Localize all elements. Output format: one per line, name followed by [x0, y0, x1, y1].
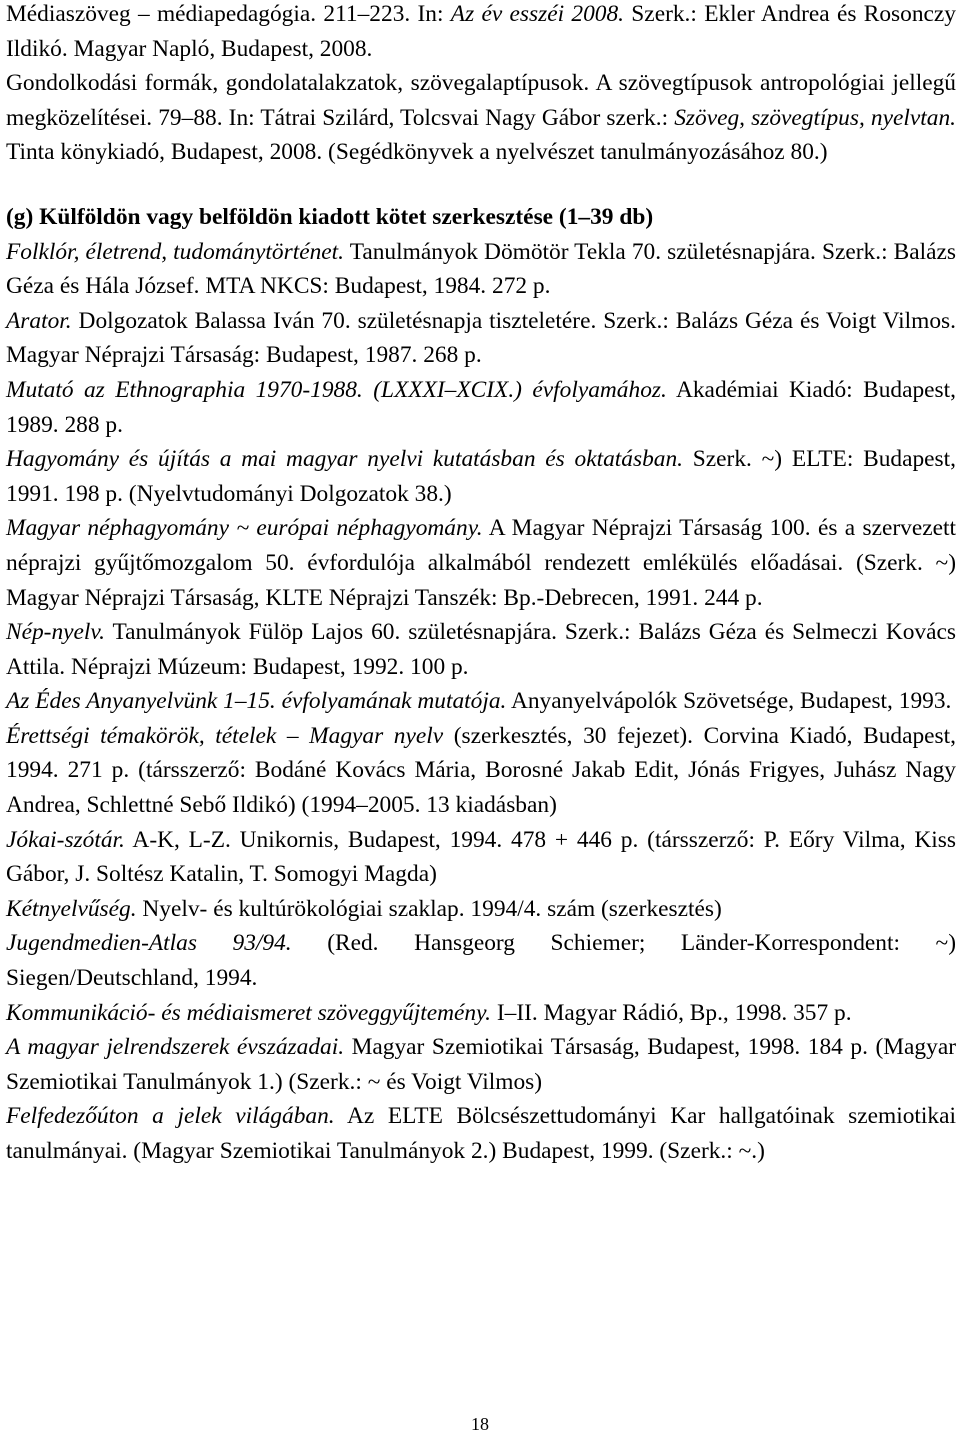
entry-text: Dolgozatok Balassa Iván 70. születésnapja tiszteletére. Szerk.: Balázs Géza és Voigt Vilmos. Magyar Néprajzi Társaság: Budapest, 1987. 268 p. [6, 307, 956, 369]
bibliography-entry [6, 926, 956, 995]
entry-title: Hagyomány és újítás a mai magyar nyelvi kutatásban és oktatásban. [6, 446, 684, 473]
bibliography-entry [6, 719, 956, 823]
bibliography-entry [6, 1030, 956, 1099]
entry-title: Szöveg, szövegtípus, nyelvtan. [674, 104, 957, 131]
bibliography-entry [6, 511, 956, 615]
entry-text: Nyelv- és kultúrökológiai szaklap. 1994/4. szám (szerkesztés) [136, 895, 722, 922]
entry-title: Magyar néphagyomány ~ európai néphagyomány. [6, 515, 483, 542]
entry-text: Az ELTE Bölcsészettudományi Kar hallgatóinak szemiotikai tanulmányai. (Magyar Szemiotikai Tanulmányok 2.) Budapest, 1999. (Szerk.: ~.) [6, 1103, 956, 1164]
entry-title: Érettségi témakörök, tételek – Magyar nyelv [6, 722, 444, 749]
entry-text: A Magyar Néprajzi Társaság 100. és a szervezett néprajzi gyűjtőmozgalom 50. évfordulója alkalmából rendezett emlékülés előadásai. (Szerk. ~) Magyar Néprajzi Társaság, KLTE Néprajzi Tanszék: Bp.-Debrecen, 1991. 244 p. [6, 515, 956, 611]
entry-title: Az év esszéi 2008. [450, 1, 625, 27]
bibliography-entry [6, 996, 956, 1031]
bibliography-entry [6, 1099, 956, 1168]
entry-text: Tanulmányok Fülöp Lajos 60. születésnapjára. Szerk.: Balázs Géza és Selmeczi Kovács Attila. Néprajzi Múzeum: Budapest, 1992. 100 p. [6, 619, 956, 680]
entry-text: (szerkesztés, 30 fejezet). Corvina Kiadó, Budapest, 1994. 271 p. (társszerző: Bodáné Kovács Mária, Borosné Jakab Edit, Jónás Frigyes, Juhász Nagy Andrea, Schlettné Sebő Ildikó) (1994–2005. 13 kiadásban) [6, 722, 956, 819]
entry-text: Médiaszöveg – médiapedagógia. 211–223. In: [6, 1, 451, 27]
entry-text: Magyar Szemiotikai Társaság, Budapest, 1998. 184 p. (Magyar Szemiotikai Tanulmányok 1.) (Szerk.: ~ és Voigt Vilmos) [6, 1034, 956, 1095]
entry-title: Jugendmedien-Atlas 93/94. [6, 930, 292, 957]
bibliography-entry [6, 304, 956, 373]
entry-text: Akadémiai Kiadó: Budapest, 1989. 288 p. [6, 376, 956, 438]
entry-text: Gondolkodási formák, gondolatalakzatok, szövegalaptípusok. A szövegtípusok antropológiai jellegű megközelítései. 79–88. In: Tátrai Szilárd, Tolcsvai Nagy Gábor szerk.: [6, 70, 956, 131]
section-heading: (g) Külföldön vagy belföldön kiadott kötet szerkesztése (1–39 db) [6, 203, 654, 230]
bibliography-entry [6, 0, 956, 66]
entry-title: Nép-nyelv. [6, 619, 105, 646]
entry-title: Mutató az Ethnographia 1970-1988. (LXXXI–XCIX.) évfolyamához. [6, 376, 667, 403]
bibliography-list-continued [6, 0, 956, 170]
bibliography-entry [6, 684, 956, 719]
entry-title: Kommunikáció- és médiaismeret szöveggyűjtemény. [6, 999, 492, 1026]
page-number: 18 [471, 1414, 489, 1434]
bibliography-entry [6, 66, 956, 170]
entry-text: Szerk.: Ekler Andrea és Rosonczy Ildikó. Magyar Napló, Budapest, 2008. [6, 1, 956, 62]
entry-title: Arator. [6, 307, 72, 334]
entry-title: Folklór, életrend, tudománytörténet. [6, 238, 345, 265]
entry-title: Kétnyelvűség. [6, 895, 137, 922]
bibliography-list [6, 235, 956, 1169]
entry-title: Felfedezőúton a jelek világában. [6, 1103, 335, 1130]
entry-text: (Red. Hansgeorg Schiemer; Länder-Korrespondent: ~) Siegen/Deutschland, 1994. [6, 930, 956, 992]
entry-text: Szerk. ~) ELTE: Budapest, 1991. 198 p. (Nyelvtudományi Dolgozatok 38.) [6, 446, 957, 507]
bibliography-entry [6, 892, 956, 927]
entry-text: Tanulmányok Dömötör Tekla 70. születésnapjára. Szerk.: Balázs Géza és Hála József. MTA NKCS: Budapest, 1984. 272 p. [6, 238, 956, 300]
entry-text: A-K, L-Z. Unikornis, Budapest, 1994. 478 + 446 p. (társszerző: P. Eőry Vilma, Kiss Gábor, J. Soltész Katalin, T. Somogyi Magda) [6, 826, 956, 888]
bibliography-entry [6, 235, 956, 304]
entry-text: Tinta könykiadó, Budapest, 2008. (Segédkönyvek a nyelvészet tanulmányozásához 80.) [6, 139, 828, 166]
entry-title: Jókai-szótár. [6, 826, 125, 853]
entry-text: I–II. Magyar Rádió, Bp., 1998. 357 p. [491, 999, 852, 1026]
entry-title: A magyar jelrendszerek évszázadai. [6, 1034, 345, 1061]
bibliography-entry [6, 373, 956, 442]
bibliography-entry [6, 615, 956, 684]
bibliography-entry [6, 823, 956, 892]
bibliography-entry [6, 442, 956, 511]
entry-title: Az Édes Anyanyelvünk 1–15. évfolyamának mutatója. [6, 688, 507, 715]
entry-text: Anyanyelvápolók Szövetsége, Budapest, 1993. [506, 688, 952, 715]
document-page [6, 0, 956, 1169]
